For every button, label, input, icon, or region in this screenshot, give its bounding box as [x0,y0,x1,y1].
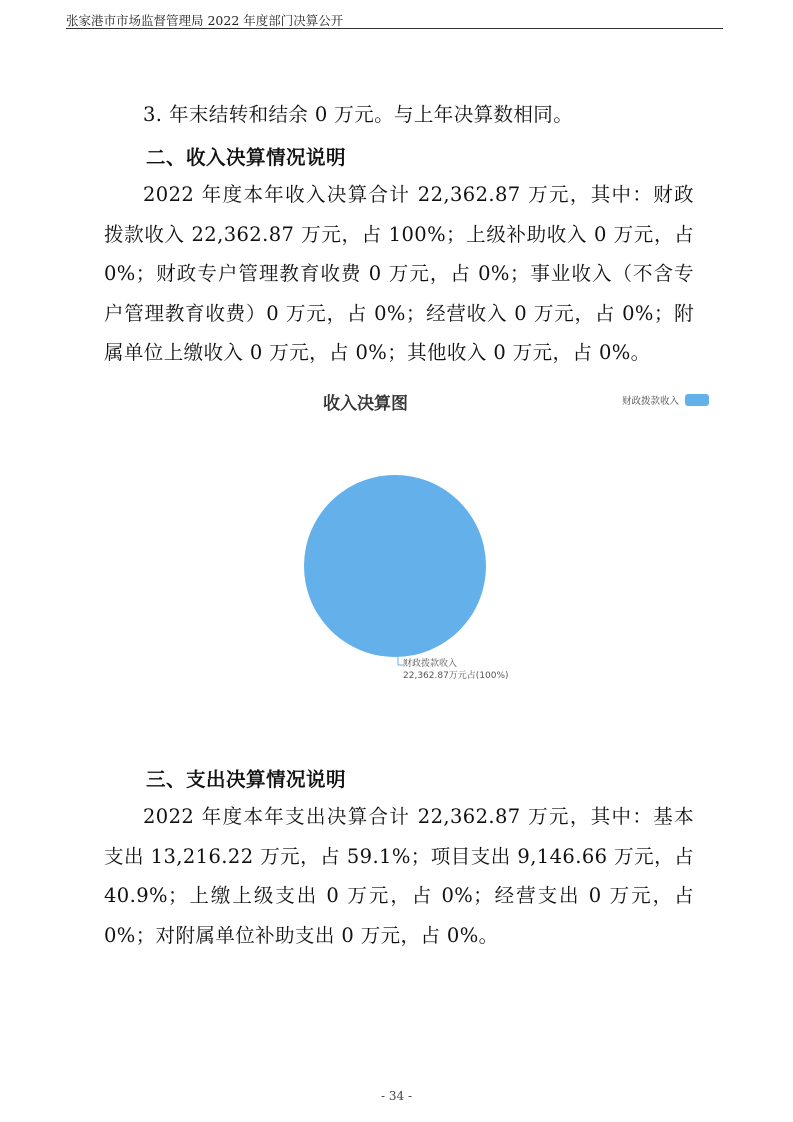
expense-paragraph: 2022 年度本年支出决算合计 22,362.87 万元，其中：基本支出 13,216.22 万元，占 59.1%；项目支出 9,146.66 万元，占 40.9%；上缴上级支出 0 万元，占 0%；经营支出 0 万元，占 0%；对附属单位补助支出 0 万元，占 0%。 [104,805,694,947]
income-section-heading: 二、收入决算情况说明 [146,146,347,169]
legend-label: 财政拨款收入 [622,396,680,407]
pie-slice-label-value: 22,362.87万元占(100%) [403,671,509,681]
legend-swatch [685,394,709,406]
pie-slice-label-name: 财政拨款收入 [403,659,458,669]
page-number: - 34 - [380,1089,412,1103]
income-pie-chart [280,455,510,685]
pie-slice-0[interactable] [304,475,486,657]
chart-legend[interactable] [622,393,709,407]
pie-slice-label [403,658,509,682]
expense-section-heading: 三、支出决算情况说明 [146,768,347,791]
header-divider [66,28,723,29]
income-paragraph: 2022 年度本年收入决算合计 22,362.87 万元，其中：财政拨款收入 22,362.87 万元，占 100%；上级补助收入 0 万元，占 0%；财政专户管理教育收费 0 万元，占 0%；事业收入（不含专户管理教育收费）0 万元，占 0%；经营收入 0 万元，占 0%；附属单位上缴收入 0 万元，占 0%；其他收入 0 万元，占 0%。 [104,183,694,364]
carryover-paragraph: 3. 年末结转和结余 0 万元。与上年决算数相同。 [143,103,574,126]
document-header: 张家港市市场监督管理局 2022 年度部门决算公开 [66,13,344,28]
chart-title: 收入决算图 [323,394,408,414]
